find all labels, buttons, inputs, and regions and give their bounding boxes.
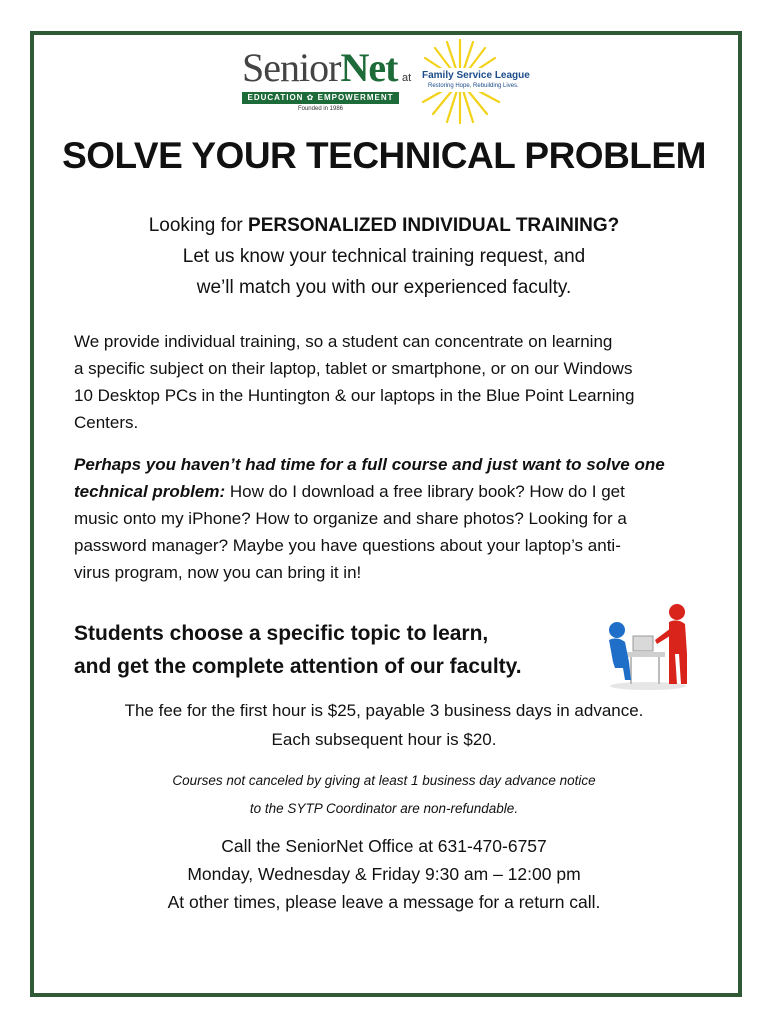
seniornet-logo-net: Net (340, 45, 398, 90)
seniornet-logo-o: o (309, 45, 329, 90)
paragraph-2-line-2-rest: How do I download a free library book? How do I get (225, 482, 625, 501)
paragraph-individual-training (74, 328, 714, 436)
paragraph-1-line-3: 10 Desktop PCs in the Huntington & our laptops in the Blue Point Learning (74, 386, 635, 405)
contact-line-message: At other times, please leave a message for a return call. (167, 892, 601, 912)
paragraph-1-line-1: We provide individual training, so a student can concentrate on learning (74, 332, 613, 351)
students-heading-line-1: Students choose a specific topic to learn, (74, 622, 489, 645)
intro-line-1-bold: PERSONALIZED INDIVIDUAL TRAINING? (248, 215, 620, 236)
seniornet-logo-text: Seni (242, 45, 310, 90)
paragraph-2-line-4: password manager? Maybe you have questions about your laptop’s anti- (74, 536, 621, 555)
fsl-logo-tagline: Restoring Hope, Rebuilding Lives. (428, 83, 519, 89)
seniornet-tagline: EDUCATION ✿ EMPOWERMENT (242, 92, 399, 104)
intro-line-1 (36, 210, 732, 241)
cancellation-policy (36, 767, 732, 823)
paragraph-2-line-2-emphasis: technical problem: (74, 482, 226, 501)
seniornet-logo-r: r (328, 45, 341, 90)
seniornet-founded: Founded in 1986 (297, 106, 344, 112)
header-logos (240, 38, 530, 124)
page-title: SOLVE YOUR TECHNICAL PROBLEM (62, 135, 706, 176)
intro-line-3: we’ll match you with our experienced faculty. (196, 277, 572, 298)
contact-line-phone: Call the SeniorNet Office at 631-470-6757 (221, 836, 547, 856)
paragraph-1-line-4: Centers. (74, 413, 139, 432)
paragraph-example-questions (74, 451, 714, 586)
contact-info (36, 832, 732, 916)
intro-block (36, 210, 732, 303)
students-heading (74, 617, 614, 683)
paragraph-2-line-3: music onto my iPhone? How to organize and share photos? Looking for a (74, 509, 627, 528)
students-heading-line-2: and get the complete attention of our faculty. (74, 655, 522, 678)
paragraph-2-line-1: Perhaps you haven’t had time for a full course and just want to solve one (74, 455, 665, 474)
paragraph-1-line-2: a specific subject on their laptop, tablet or smartphone, or on our Windows (74, 359, 633, 378)
seniornet-logo (242, 45, 398, 90)
cancellation-line-2: to the SYTP Coordinator are non-refundable. (249, 801, 519, 816)
cancellation-line-1: Courses not canceled by giving at least 1 business day advance notice (172, 773, 596, 788)
people-at-computer-icon (603, 600, 693, 692)
contact-line-hours: Monday, Wednesday & Friday 9:30 am – 12:00 pm (187, 864, 581, 884)
paragraph-2-line-2 (74, 478, 714, 505)
fsl-logo-name: Family Service League (422, 70, 530, 81)
intro-line-2: Let us know your technical training request, and (182, 246, 586, 267)
fee-line-2: Each subsequent hour is $20. (271, 730, 497, 749)
paragraph-2-line-5: virus program, now you can bring it in! (74, 563, 362, 582)
intro-line-1-prefix: Looking for (148, 215, 249, 236)
logo-at-label: at (402, 72, 412, 84)
fee-line-1: The fee for the first hour is $25, payable 3 business days in advance. (124, 701, 644, 720)
fee-info (36, 696, 732, 754)
sun-logo-icon (415, 38, 505, 124)
